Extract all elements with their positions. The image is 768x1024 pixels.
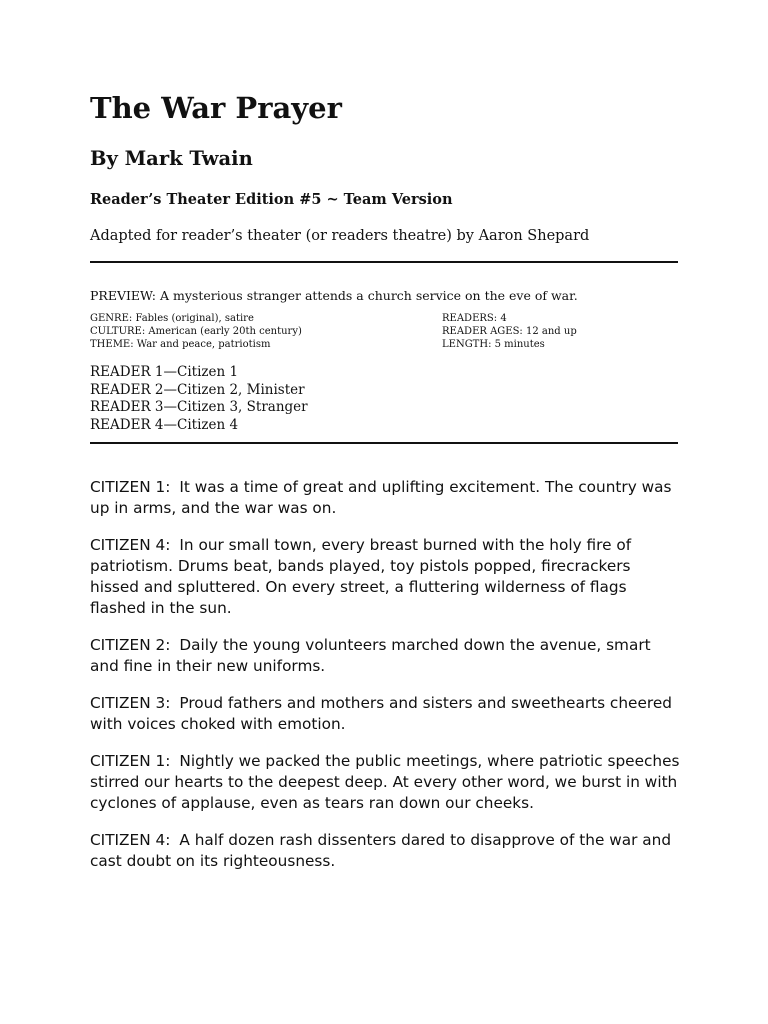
document-author: By Mark Twain	[90, 147, 253, 170]
document-title: The War Prayer	[90, 91, 342, 125]
reader-role-2: READER 2—Citizen 2, Minister	[90, 381, 305, 398]
meta-genre-label: GENRE:	[90, 313, 133, 324]
reader-roles-list	[90, 364, 308, 434]
meta-culture-label: CULTURE:	[90, 326, 146, 337]
speaker-label: CITIZEN 1:	[90, 752, 171, 770]
meta-reader-ages-value: 12 and up	[526, 326, 577, 337]
script-line	[90, 477, 680, 519]
speaker-label: CITIZEN 4:	[90, 831, 171, 849]
meta-readers-value: 4	[500, 313, 507, 324]
reader-role-4: READER 4—Citizen 4	[90, 416, 239, 433]
meta-reader-ages	[442, 325, 577, 338]
bottom-divider	[90, 442, 678, 444]
meta-genre-value: Fables (original), satire	[135, 313, 254, 324]
speech-text: It was a time of great and uplifting excitement. The country was up in arms, and the war was on.	[90, 478, 672, 517]
meta-readers-label: READERS:	[442, 313, 498, 324]
speaker-label: CITIZEN 2:	[90, 636, 171, 654]
meta-length-value: 5 minutes	[494, 339, 545, 350]
metadata-left-column	[90, 312, 302, 351]
meta-culture-value: American (early 20th century)	[148, 326, 302, 337]
meta-reader-ages-label: READER AGES:	[442, 326, 523, 337]
meta-readers	[442, 312, 577, 325]
script-line	[90, 830, 680, 872]
preview-label: PREVIEW:	[90, 288, 157, 303]
adaptation-credit: Adapted for reader’s theater (or readers theatre) by Aaron Shepard	[90, 228, 590, 244]
speech-text: Daily the young volunteers marched down the avenue, smart and fine in their new uniforms.	[90, 636, 651, 675]
meta-culture	[90, 325, 302, 338]
script-line	[90, 635, 680, 677]
script-line	[90, 535, 680, 619]
script-line	[90, 693, 680, 735]
reader-role-1: READER 1—Citizen 1	[90, 364, 239, 380]
speech-text: Proud fathers and mothers and sisters and sweethearts cheered with voices choked with emotion.	[90, 694, 672, 733]
preview-line	[90, 287, 578, 305]
preview-text: A mysterious stranger attends a church service on the eve of war.	[160, 288, 578, 303]
script-line	[90, 751, 680, 814]
meta-genre	[90, 312, 302, 325]
meta-length-label: LENGTH:	[442, 339, 492, 350]
speaker-label: CITIZEN 4:	[90, 536, 171, 554]
speech-text: Nightly we packed the public meetings, where patriotic speeches stirred our hearts to the deepest deep. At every other word, we burst in with cyclones of applause, even as tears ran down our cheeks.	[90, 752, 680, 812]
meta-length	[442, 338, 577, 351]
meta-theme-value: War and peace, patriotism	[136, 339, 271, 350]
metadata-right-column	[442, 312, 577, 351]
meta-theme	[90, 338, 302, 351]
edition-line: Reader’s Theater Edition #5 ~ Team Version	[90, 191, 453, 208]
script-body	[90, 477, 680, 888]
speaker-label: CITIZEN 1:	[90, 478, 171, 496]
speech-text: A half dozen rash dissenters dared to disapprove of the war and cast doubt on its righteousness.	[90, 831, 672, 870]
speaker-label: CITIZEN 3:	[90, 694, 171, 712]
top-divider	[90, 261, 678, 263]
speech-text: In our small town, every breast burned with the holy fire of patriotism. Drums beat, bands played, toy pistols popped, firecrackers hissed and spluttered. On every street, a fluttering wilderness of flags flashed in the sun.	[90, 536, 632, 617]
reader-role-3: READER 3—Citizen 3, Stranger	[90, 399, 308, 415]
meta-theme-label: THEME:	[90, 339, 134, 350]
